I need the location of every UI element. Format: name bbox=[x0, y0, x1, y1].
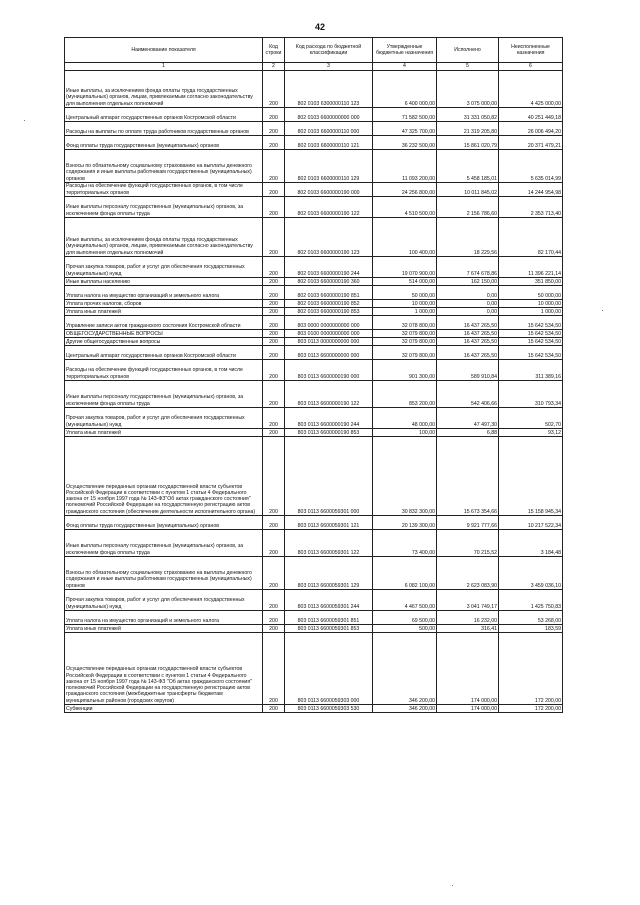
row-line-code: 200 bbox=[263, 308, 285, 316]
row-executed: 21 319 205,80 bbox=[437, 122, 499, 136]
row-line-code: 200 bbox=[263, 136, 285, 150]
row-expense-code: 803 0113 6600059301 244 bbox=[285, 590, 373, 611]
row-name: Прочая закупка товаров, работ и услуг для обеспечения государственных (муниципальных) нужд bbox=[65, 590, 263, 611]
table-row bbox=[65, 360, 563, 381]
row-approved: 11 093 200,00 bbox=[373, 150, 437, 183]
table-row bbox=[65, 218, 563, 257]
row-line-code: 200 bbox=[263, 381, 285, 408]
row-approved: 1 000,00 bbox=[373, 308, 437, 316]
row-line-code: 200 bbox=[263, 516, 285, 530]
row-line-code: 200 bbox=[263, 590, 285, 611]
row-line-code: 200 bbox=[263, 429, 285, 437]
row-line-code: 200 bbox=[263, 346, 285, 360]
row-unexecuted: 172 200,00 bbox=[499, 705, 563, 713]
row-name: Уплата иных платежей bbox=[65, 429, 263, 437]
row-name: Осуществление переданных органам государственной власти субъектов Российской Федерации в соответствии с пунктом 1 статьи 4 Федерального закона от 15 ноября 1997 года № 143-ФЗ"Об актах гражданского состояния" полномочий Российской Федерации на государственную регистрацию актов гражданского состояния (обеспечение деятельности исполнительного органа) bbox=[65, 437, 263, 516]
row-line-code: 200 bbox=[263, 197, 285, 218]
row-unexecuted: 40 251 449,18 bbox=[499, 108, 563, 122]
row-expense-code: 802 0103 6600000190 123 bbox=[285, 218, 373, 257]
row-line-code: 200 bbox=[263, 557, 285, 590]
table-row bbox=[65, 437, 563, 516]
table-row bbox=[65, 197, 563, 218]
row-expense-code: 802 0103 6600000190 853 bbox=[285, 308, 373, 316]
row-approved: 901 300,00 bbox=[373, 360, 437, 381]
row-executed: 16 232,00 bbox=[437, 611, 499, 625]
row-approved: 36 232 500,00 bbox=[373, 136, 437, 150]
row-approved: 853 200,00 bbox=[373, 381, 437, 408]
row-unexecuted: 1 425 750,83 bbox=[499, 590, 563, 611]
table-row bbox=[65, 625, 563, 633]
row-executed: 316,41 bbox=[437, 625, 499, 633]
row-line-code: 200 bbox=[263, 286, 285, 300]
row-executed: 47 497,30 bbox=[437, 408, 499, 429]
row-line-code: 200 bbox=[263, 408, 285, 429]
row-unexecuted: 3 184,48 bbox=[499, 530, 563, 557]
table-row bbox=[65, 381, 563, 408]
row-line-code: 200 bbox=[263, 122, 285, 136]
row-approved: 24 256 800,00 bbox=[373, 183, 437, 197]
row-approved: 69 500,00 bbox=[373, 611, 437, 625]
row-line-code: 200 bbox=[263, 338, 285, 346]
row-expense-code: 803 0113 6600059301 851 bbox=[285, 611, 373, 625]
row-name: Иные выплаты персоналу государственных (муниципальных) органов, за исключением фонда оплаты труда bbox=[65, 197, 263, 218]
row-unexecuted: 15 642 534,50 bbox=[499, 338, 563, 346]
row-line-code: 200 bbox=[263, 530, 285, 557]
table-row bbox=[65, 257, 563, 278]
row-approved: 514 000,00 bbox=[373, 278, 437, 286]
row-unexecuted: 4 425 000,00 bbox=[499, 71, 563, 108]
header-name: Наименование показателя bbox=[65, 38, 263, 63]
row-approved: 50 000,00 bbox=[373, 286, 437, 300]
row-unexecuted: 14 244 954,98 bbox=[499, 183, 563, 197]
row-expense-code: 803 0113 6600059301 122 bbox=[285, 530, 373, 557]
row-unexecuted: 311 389,16 bbox=[499, 360, 563, 381]
table-row bbox=[65, 530, 563, 557]
row-executed: 542 406,66 bbox=[437, 381, 499, 408]
table-row bbox=[65, 316, 563, 330]
row-unexecuted: 1 000,00 bbox=[499, 308, 563, 316]
column-number: 3 bbox=[285, 63, 373, 71]
column-number: 5 bbox=[437, 63, 499, 71]
row-line-code: 200 bbox=[263, 150, 285, 183]
row-name: Прочая закупка товаров, работ и услуг для обеспечения государственных (муниципальных) нужд bbox=[65, 408, 263, 429]
row-executed: 174 000,00 bbox=[437, 705, 499, 713]
table-row bbox=[65, 108, 563, 122]
row-line-code: 200 bbox=[263, 625, 285, 633]
row-expense-code: 802 0103 6600000190 000 bbox=[285, 183, 373, 197]
table-row bbox=[65, 71, 563, 108]
row-line-code: 200 bbox=[263, 437, 285, 516]
table-row bbox=[65, 136, 563, 150]
row-expense-code: 803 0113 6600000190 122 bbox=[285, 381, 373, 408]
row-executed: 6,88 bbox=[437, 429, 499, 437]
row-executed: 3 041 749,17 bbox=[437, 590, 499, 611]
row-approved: 346 200,00 bbox=[373, 633, 437, 705]
row-expense-code: 803 0113 6600059301 121 bbox=[285, 516, 373, 530]
row-approved: 73 400,00 bbox=[373, 530, 437, 557]
table-row bbox=[65, 408, 563, 429]
row-name: Уплата налога на имущество организаций и земельного налога bbox=[65, 611, 263, 625]
row-executed: 16 437 265,50 bbox=[437, 316, 499, 330]
row-name: Расходы на выплаты по оплате труда работников государственных органов bbox=[65, 122, 263, 136]
header-unexecuted: Неисполненные назначения bbox=[499, 38, 563, 63]
scan-speck bbox=[452, 885, 453, 886]
row-name: Управление записи актов гражданского состояния Костромской области bbox=[65, 316, 263, 330]
row-line-code: 200 bbox=[263, 300, 285, 308]
row-expense-code: 803 0113 0000000000 000 bbox=[285, 338, 373, 346]
column-number: 1 bbox=[65, 63, 263, 71]
row-name: Расходы на обеспечение функций государственных органов, в том числе территориальных органов bbox=[65, 183, 263, 197]
row-line-code: 200 bbox=[263, 278, 285, 286]
row-unexecuted: 50 000,00 bbox=[499, 286, 563, 300]
row-expense-code: 802 0103 6600000110 000 bbox=[285, 122, 373, 136]
column-number: 2 bbox=[263, 63, 285, 71]
row-expense-code: 802 0103 6600000110 121 bbox=[285, 136, 373, 150]
table-row bbox=[65, 338, 563, 346]
row-name: Осуществление переданных органам государственной власти субъектов Российской Федерации в соответствии с пунктом 1 статьи 4 Федерального закона от 15 ноября 1997 года № 143-ФЗ "Об актах гражданского состояния" полномочий Российской Федерации на государственную регистрацию актов гражданского состояния (межбюджетные трансферты бюджетам муниципальных районов (городских округов) bbox=[65, 633, 263, 705]
row-expense-code: 803 0113 6600000190 853 bbox=[285, 429, 373, 437]
row-approved: 4 510 500,00 bbox=[373, 197, 437, 218]
row-executed: 0,00 bbox=[437, 308, 499, 316]
table-row bbox=[65, 300, 563, 308]
table-row bbox=[65, 590, 563, 611]
row-unexecuted: 15 158 945,34 bbox=[499, 437, 563, 516]
row-executed: 16 437 265,50 bbox=[437, 338, 499, 346]
row-approved: 32 079 800,00 bbox=[373, 346, 437, 360]
row-unexecuted: 20 371 479,21 bbox=[499, 136, 563, 150]
row-name: Уплата иных платежей bbox=[65, 308, 263, 316]
row-unexecuted: 2 353 713,40 bbox=[499, 197, 563, 218]
row-executed: 15 861 020,79 bbox=[437, 136, 499, 150]
row-name: Иные выплаты, за исключением фонда оплаты труда государственных (муниципальных) органов, лицам, привлекаемым согласно законодательству для выполнения отдельных полномочий bbox=[65, 71, 263, 108]
table-row bbox=[65, 705, 563, 713]
row-expense-code: 803 0000 0000000000 000 bbox=[285, 316, 373, 330]
row-unexecuted: 15 642 534,50 bbox=[499, 346, 563, 360]
row-expense-code: 802 0103 6600000110 129 bbox=[285, 150, 373, 183]
row-approved: 71 582 500,00 bbox=[373, 108, 437, 122]
row-executed: 174 000,00 bbox=[437, 633, 499, 705]
row-name: Расходы на обеспечение функций государственных органов, в том числе территориальных органов bbox=[65, 360, 263, 381]
row-executed: 589 910,84 bbox=[437, 360, 499, 381]
row-name: Уплата прочих налогов, сборов bbox=[65, 300, 263, 308]
row-unexecuted: 10 217 522,34 bbox=[499, 516, 563, 530]
row-executed: 31 331 050,82 bbox=[437, 108, 499, 122]
row-name: Другие общегосударственные вопросы bbox=[65, 338, 263, 346]
row-line-code: 200 bbox=[263, 633, 285, 705]
row-expense-code: 802 0103 6600000190 122 bbox=[285, 197, 373, 218]
row-unexecuted: 53 268,00 bbox=[499, 611, 563, 625]
row-name: Уплата иных платежей bbox=[65, 625, 263, 633]
table-row bbox=[65, 633, 563, 705]
table-row bbox=[65, 346, 563, 360]
row-executed: 18 229,56 bbox=[437, 218, 499, 257]
budget-execution-table bbox=[64, 37, 563, 713]
row-executed: 0,00 bbox=[437, 300, 499, 308]
table-row bbox=[65, 183, 563, 197]
row-name: Иные выплаты персоналу государственных (муниципальных) органов, за исключением фонда оплаты труда bbox=[65, 381, 263, 408]
row-approved: 100,00 bbox=[373, 429, 437, 437]
row-executed: 70 215,52 bbox=[437, 530, 499, 557]
row-line-code: 200 bbox=[263, 218, 285, 257]
row-executed: 16 437 265,50 bbox=[437, 330, 499, 338]
row-executed: 3 075 000,00 bbox=[437, 71, 499, 108]
row-executed: 2 156 786,60 bbox=[437, 197, 499, 218]
row-approved: 346 200,00 bbox=[373, 705, 437, 713]
table-body bbox=[65, 71, 563, 713]
row-executed: 2 623 083,90 bbox=[437, 557, 499, 590]
row-expense-code: 803 0113 6600000000 000 bbox=[285, 346, 373, 360]
row-name: Фонд оплаты труда государственных (муниципальных) органов bbox=[65, 136, 263, 150]
row-line-code: 200 bbox=[263, 360, 285, 381]
table-row bbox=[65, 308, 563, 316]
row-executed: 9 921 777,66 bbox=[437, 516, 499, 530]
row-approved: 32 079 800,00 bbox=[373, 330, 437, 338]
row-name: Взносы по обязательному социальному страхованию на выплаты денежного содержания и иные выплаты работникам государственных (муниципальных) органов bbox=[65, 557, 263, 590]
row-expense-code: 803 0113 6600059301 129 bbox=[285, 557, 373, 590]
row-expense-code: 803 0113 6600059301 000 bbox=[285, 437, 373, 516]
row-expense-code: 803 0113 6600059303 000 bbox=[285, 633, 373, 705]
row-line-code: 200 bbox=[263, 71, 285, 108]
row-approved: 500,00 bbox=[373, 625, 437, 633]
header-expense-code: Код расхода по бюджетной классификации bbox=[285, 38, 373, 63]
table-row bbox=[65, 557, 563, 590]
row-unexecuted: 502,70 bbox=[499, 408, 563, 429]
row-approved: 20 139 300,00 bbox=[373, 516, 437, 530]
row-approved: 30 832 300,00 bbox=[373, 437, 437, 516]
table-header-row bbox=[65, 38, 563, 63]
row-line-code: 200 bbox=[263, 183, 285, 197]
row-approved: 32 078 800,00 bbox=[373, 316, 437, 330]
row-executed: 0,00 bbox=[437, 286, 499, 300]
row-unexecuted: 10 000,00 bbox=[499, 300, 563, 308]
row-expense-code: 803 0113 6600000190 000 bbox=[285, 360, 373, 381]
table-row bbox=[65, 330, 563, 338]
row-approved: 100 400,00 bbox=[373, 218, 437, 257]
row-executed: 162 150,00 bbox=[437, 278, 499, 286]
row-name: Иные выплаты персоналу государственных (муниципальных) органов, за исключением фонда оплаты труда bbox=[65, 530, 263, 557]
row-unexecuted: 3 459 036,10 bbox=[499, 557, 563, 590]
row-unexecuted: 310 793,34 bbox=[499, 381, 563, 408]
row-expense-code: 803 0100 0000000000 000 bbox=[285, 330, 373, 338]
row-name: Субвенции bbox=[65, 705, 263, 713]
table-row bbox=[65, 516, 563, 530]
column-number: 6 bbox=[499, 63, 563, 71]
row-unexecuted: 172 200,00 bbox=[499, 633, 563, 705]
row-expense-code: 802 0103 6600000190 360 bbox=[285, 278, 373, 286]
row-expense-code: 802 0103 6600000190 244 bbox=[285, 257, 373, 278]
row-expense-code: 802 0103 6300000110 123 bbox=[285, 71, 373, 108]
row-unexecuted: 15 642 534,50 bbox=[499, 316, 563, 330]
row-line-code: 200 bbox=[263, 611, 285, 625]
row-line-code: 200 bbox=[263, 330, 285, 338]
column-number: 4 bbox=[373, 63, 437, 71]
table-row bbox=[65, 429, 563, 437]
header-executed: Исполнено bbox=[437, 38, 499, 63]
table-row bbox=[65, 278, 563, 286]
row-name: Уплата налога на имущество организаций и земельного налога bbox=[65, 286, 263, 300]
page-number: 42 bbox=[314, 22, 325, 32]
row-name: ОБЩЕГОСУДАРСТВЕННЫЕ ВОПРОСЫ bbox=[65, 330, 263, 338]
row-approved: 6 082 100,00 bbox=[373, 557, 437, 590]
row-unexecuted: 5 635 014,99 bbox=[499, 150, 563, 183]
row-approved: 4 467 500,00 bbox=[373, 590, 437, 611]
row-expense-code: 803 0113 6600000190 244 bbox=[285, 408, 373, 429]
row-executed: 5 458 185,01 bbox=[437, 150, 499, 183]
row-approved: 19 070 900,00 bbox=[373, 257, 437, 278]
row-executed: 16 437 265,50 bbox=[437, 346, 499, 360]
row-name: Иные выплаты, за исключением фонда оплаты труда государственных (муниципальных) органов, лицам, привлекаемым согласно законодательству для выполнения отдельных полномочий bbox=[65, 218, 263, 257]
row-line-code: 200 bbox=[263, 316, 285, 330]
row-approved: 48 000,00 bbox=[373, 408, 437, 429]
row-approved: 47 325 700,00 bbox=[373, 122, 437, 136]
scan-speck bbox=[602, 310, 603, 311]
row-line-code: 200 bbox=[263, 108, 285, 122]
row-name: Взносы по обязательному социальному страхованию на выплаты денежного содержания и иные выплаты работникам государственных (муниципальных) органов bbox=[65, 150, 263, 183]
scan-speck bbox=[24, 120, 25, 121]
row-unexecuted: 26 006 494,20 bbox=[499, 122, 563, 136]
row-approved: 32 079 800,00 bbox=[373, 338, 437, 346]
row-expense-code: 803 0113 6600059303 530 bbox=[285, 705, 373, 713]
row-name: Прочая закупка товаров, работ и услуг для обеспечения государственных (муниципальных) нужд bbox=[65, 257, 263, 278]
row-name: Центральный аппарат государственных органов Костромской области bbox=[65, 346, 263, 360]
row-unexecuted: 11 396 221,14 bbox=[499, 257, 563, 278]
row-unexecuted: 183,59 bbox=[499, 625, 563, 633]
row-expense-code: 802 0103 6600000190 851 bbox=[285, 286, 373, 300]
row-unexecuted: 15 642 534,50 bbox=[499, 330, 563, 338]
row-approved: 6 400 000,00 bbox=[373, 71, 437, 108]
row-executed: 7 674 678,86 bbox=[437, 257, 499, 278]
row-unexecuted: 82 170,44 bbox=[499, 218, 563, 257]
table-row bbox=[65, 122, 563, 136]
header-approved: Утвержденные бюджетные назначения bbox=[373, 38, 437, 63]
table-row bbox=[65, 150, 563, 183]
row-unexecuted: 351 850,00 bbox=[499, 278, 563, 286]
table-row bbox=[65, 286, 563, 300]
row-expense-code: 802 0103 6600000000 000 bbox=[285, 108, 373, 122]
row-expense-code: 802 0103 6600000190 852 bbox=[285, 300, 373, 308]
row-approved: 10 000,00 bbox=[373, 300, 437, 308]
row-executed: 10 011 845,02 bbox=[437, 183, 499, 197]
row-name: Фонд оплаты труда государственных (муниципальных) органов bbox=[65, 516, 263, 530]
row-name: Иные выплаты населению bbox=[65, 278, 263, 286]
row-unexecuted: 93,12 bbox=[499, 429, 563, 437]
row-name: Центральный аппарат государственных органов Костромской области bbox=[65, 108, 263, 122]
header-line-code: Код строки bbox=[263, 38, 285, 63]
row-line-code: 200 bbox=[263, 257, 285, 278]
row-expense-code: 803 0113 6600059301 853 bbox=[285, 625, 373, 633]
column-number-row bbox=[65, 63, 563, 71]
row-line-code: 200 bbox=[263, 705, 285, 713]
row-executed: 15 673 354,66 bbox=[437, 437, 499, 516]
table-row bbox=[65, 611, 563, 625]
